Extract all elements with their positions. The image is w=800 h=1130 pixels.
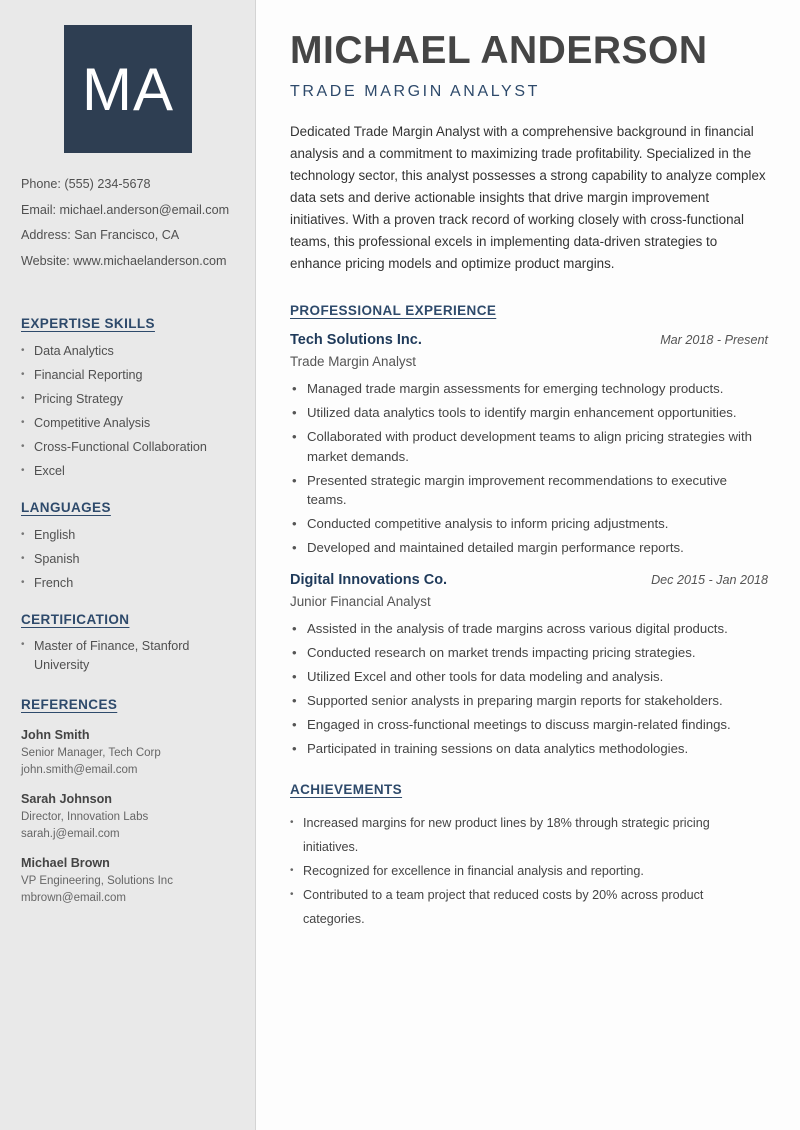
job-entry xyxy=(290,332,768,558)
languages-list xyxy=(21,523,255,595)
job-bullet: • Conducted research on market trends impacting pricing strategies. xyxy=(290,643,768,663)
job-bullet: • Conducted competitive analysis to inform pricing adjustments. xyxy=(290,514,768,534)
languages-section xyxy=(21,500,255,595)
languages-heading: LANGUAGES xyxy=(21,500,111,515)
reference-email: sarah.j@email.com xyxy=(21,828,120,840)
certification-item: • Master of Finance, Stanford University xyxy=(21,635,196,675)
certification-heading: CERTIFICATION xyxy=(21,612,130,627)
reference-email: mbrown@email.com xyxy=(21,892,126,904)
reference-title: Director, Innovation Labs xyxy=(21,811,149,823)
reference-name: Michael Brown xyxy=(21,856,110,870)
achievements-list xyxy=(290,811,768,931)
summary: Dedicated Trade Margin Analyst with a comprehensive background in financial analysis and a commitment to maximizing trade profitability. Specialized in the technology sector, this analyst possesses a strong capability to analyze complex data sets and derive actionable insights that drive margin improvement initiatives. With a proven track record of working closely with cross-functional teams, this professional excels in implementing data-driven strategies to enhance pricing models and optimize product margins. xyxy=(290,124,766,271)
job-bullet: • Engaged in cross-functional meetings to discuss margin-related findings. xyxy=(290,715,768,735)
job-bullet: • Presented strategic margin improvement recommendations to executive teams. xyxy=(290,471,768,510)
skill-item: • Financial Reporting xyxy=(21,363,236,387)
company-name: Digital Innovations Co. xyxy=(290,571,448,588)
job-bullet: • Collaborated with product development teams to align pricing strategies with market demands. xyxy=(290,427,768,466)
experience-heading: PROFESSIONAL EXPERIENCE xyxy=(290,303,497,318)
job-bullet: • Supported senior analysts in preparing margin reports for stakeholders. xyxy=(290,691,768,711)
reference-email: john.smith@email.com xyxy=(21,764,138,776)
job-dates: Dec 2015 - Jan 2018 xyxy=(651,572,768,587)
reference-name: John Smith xyxy=(21,728,90,742)
achievements-heading: ACHIEVEMENTS xyxy=(290,782,403,797)
initials: MA xyxy=(82,55,174,123)
job-bullet: • Assisted in the analysis of trade margins across various digital products. xyxy=(290,619,768,639)
phone: Phone: (555) 234-5678 xyxy=(21,177,151,191)
skill-item: • Cross-Functional Collaboration xyxy=(21,435,236,459)
company-name: Tech Solutions Inc. xyxy=(290,332,422,348)
job-bullet: • Utilized Excel and other tools for data modeling and analysis. xyxy=(290,667,768,687)
job-bullets xyxy=(290,619,768,759)
language-item: • English xyxy=(21,523,236,547)
website: Website: www.michaelanderson.com xyxy=(21,253,227,268)
job-bullet: • Developed and maintained detailed margin performance reports. xyxy=(290,538,768,558)
job-title: TRADE MARGIN ANALYST xyxy=(290,83,540,100)
reference-entry xyxy=(21,853,255,907)
skill-item: • Pricing Strategy xyxy=(21,387,236,411)
achievements-section xyxy=(290,782,768,931)
skills-heading: EXPERTISE SKILLS xyxy=(21,316,155,331)
references-heading: REFERENCES xyxy=(21,697,118,712)
job-bullets xyxy=(290,379,768,558)
reference-entry xyxy=(21,725,255,779)
address: Address: San Francisco, CA xyxy=(21,228,180,242)
contact-info xyxy=(21,172,255,274)
job-header xyxy=(290,332,768,348)
reference-entry xyxy=(21,789,255,843)
certification-section xyxy=(21,612,255,675)
job-bullet: • Managed trade margin assessments for emerging technology products. xyxy=(290,379,768,399)
reference-title: VP Engineering, Solutions Inc xyxy=(21,875,173,887)
reference-title: Senior Manager, Tech Corp xyxy=(21,747,161,759)
main-content xyxy=(256,0,800,1130)
skill-item: • Competitive Analysis xyxy=(21,411,236,435)
experience-section xyxy=(290,303,768,758)
skills-section xyxy=(21,316,255,483)
skill-item: • Excel xyxy=(21,459,236,483)
job-role: Trade Margin Analyst xyxy=(290,354,417,369)
email: Email: michael.anderson@email.com xyxy=(21,202,230,217)
job-bullet: • Utilized data analytics tools to identify margin enhancement opportunities. xyxy=(290,403,768,423)
references-section xyxy=(21,697,255,907)
job-dates: Mar 2018 - Present xyxy=(660,333,768,347)
reference-name: Sarah Johnson xyxy=(21,792,112,806)
achievement-item: • Contributed to a team project that reduced costs by 20% across product categories. xyxy=(290,883,768,931)
skill-item: • Data Analytics xyxy=(21,339,236,363)
language-item: • Spanish xyxy=(21,547,236,571)
achievement-item: • Recognized for excellence in financial analysis and reporting. xyxy=(290,859,768,883)
achievement-item: • Increased margins for new product lines by 18% through strategic pricing initiatives. xyxy=(290,811,768,859)
certification-list xyxy=(21,635,255,675)
sidebar xyxy=(0,0,256,1130)
skills-list xyxy=(21,339,255,483)
job-bullet: • Participated in training sessions on data analytics methodologies. xyxy=(290,739,768,759)
job-header xyxy=(290,572,768,588)
monogram-badge xyxy=(64,25,192,153)
job-entry xyxy=(290,572,768,759)
language-item: • French xyxy=(21,571,236,595)
candidate-name: MICHAEL ANDERSON xyxy=(290,29,708,72)
job-role: Junior Financial Analyst xyxy=(290,593,431,609)
